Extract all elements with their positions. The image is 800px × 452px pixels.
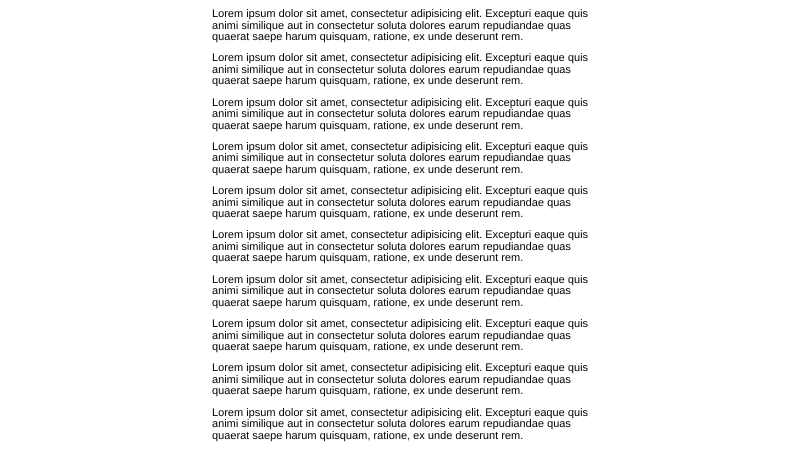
page-content: [212, 9, 592, 452]
paragraph: Lorem ipsum dolor sit amet, consectetur adipisicing elit. Excepturi eaque quis animi similique aut in consectetur soluta dolores earum repudiandae quas quaerat saepe harum quisquam, ratione, ex unde deserunt rem.: [212, 140, 589, 176]
paragraph: Lorem ipsum dolor sit amet, consectetur adipisicing elit. Excepturi eaque quis animi similique aut in consectetur soluta dolores earum repudiandae quas quaerat saepe harum quisquam, ratione, ex unde deserunt rem.: [212, 52, 589, 88]
paragraph: Lorem ipsum dolor sit amet, consectetur adipisicing elit. Excepturi eaque quis animi similique aut in consectetur soluta dolores earum repudiandae quas quaerat saepe harum quisquam, ratione, ex unde deserunt rem.: [212, 185, 589, 221]
paragraph: Lorem ipsum dolor sit amet, consectetur adipisicing elit. Excepturi eaque quis animi similique aut in consectetur soluta dolores earum repudiandae quas quaerat saepe harum quisquam, ratione, ex unde deserunt rem.: [212, 406, 589, 442]
paragraph: Lorem ipsum dolor sit amet, consectetur adipisicing elit. Excepturi eaque quis animi similique aut in consectetur soluta dolores earum repudiandae quas quaerat saepe harum quisquam, ratione, ex unde deserunt rem.: [212, 273, 589, 309]
paragraph: Lorem ipsum dolor sit amet, consectetur adipisicing elit. Excepturi eaque quis animi similique aut in consectetur soluta dolores earum repudiandae quas quaerat saepe harum quisquam, ratione, ex unde deserunt rem.: [212, 362, 589, 398]
paragraph: Lorem ipsum dolor sit amet, consectetur adipisicing elit. Excepturi eaque quis animi similique aut in consectetur soluta dolores earum repudiandae quas quaerat saepe harum quisquam, ratione, ex unde deserunt rem.: [212, 96, 589, 132]
paragraph: Lorem ipsum dolor sit amet, consectetur adipisicing elit. Excepturi eaque quis animi similique aut in consectetur soluta dolores earum repudiandae quas quaerat saepe harum quisquam, ratione, ex unde deserunt rem.: [212, 229, 589, 265]
paragraph: Lorem ipsum dolor sit amet, consectetur adipisicing elit. Excepturi eaque quis animi similique aut in consectetur soluta dolores earum repudiandae quas quaerat saepe harum quisquam, ratione, ex unde deserunt rem.: [212, 318, 589, 354]
paragraph: Lorem ipsum dolor sit amet, consectetur adipisicing elit. Excepturi eaque quis animi similique aut in consectetur soluta dolores earum repudiandae quas quaerat saepe harum quisquam, ratione, ex unde deserunt rem.: [212, 8, 589, 43]
